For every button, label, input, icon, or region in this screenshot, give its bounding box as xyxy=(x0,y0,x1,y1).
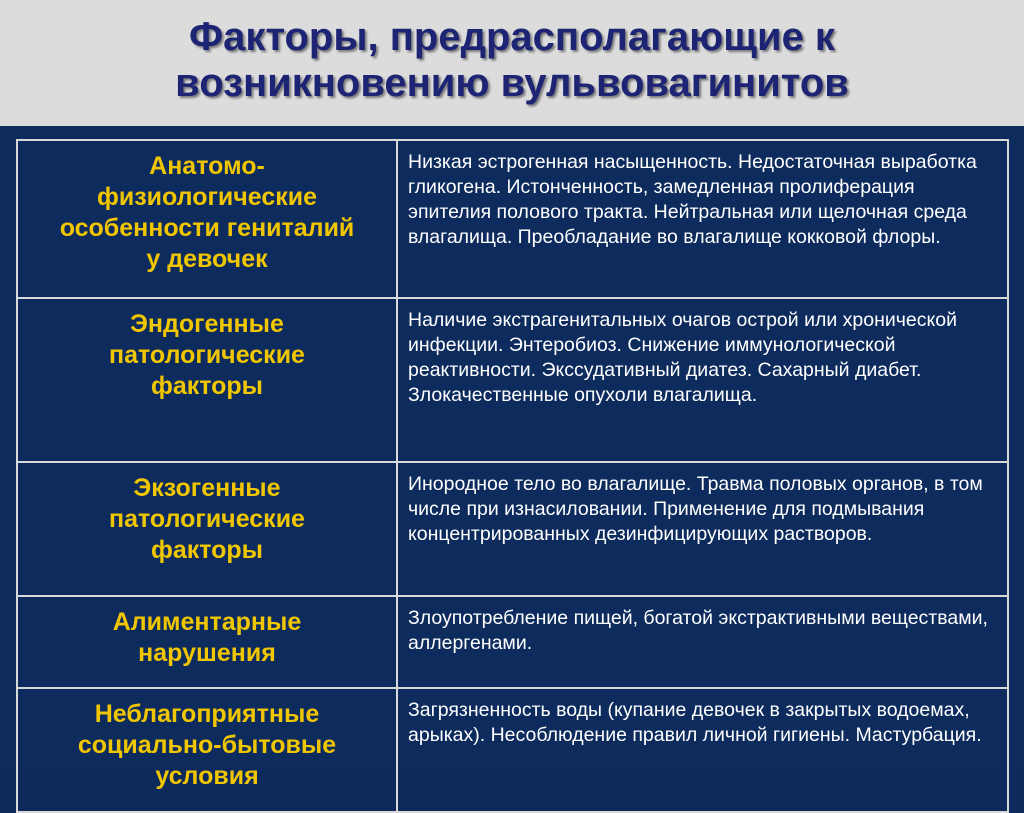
category-line: у девочек xyxy=(146,245,268,273)
category-line: физиологические xyxy=(96,183,318,211)
table-row xyxy=(17,596,1008,688)
category-cell xyxy=(17,140,397,298)
description-cell: Загрязненность воды (купание девочек в закрытых водоемах, арыках). Несоблюдение правил личной гигиены. Мастурбация. xyxy=(397,688,1008,812)
category-line: патологические xyxy=(109,341,305,369)
category-line: Анатомо- xyxy=(149,152,265,180)
table-row xyxy=(17,140,1008,298)
category-cell xyxy=(17,298,397,462)
table-row xyxy=(17,462,1008,596)
title-line-1: Факторы, предрасполагающие к xyxy=(189,15,835,59)
category-line: Экзогенные xyxy=(133,474,281,502)
category-line: патологические xyxy=(109,505,305,533)
table-row xyxy=(17,298,1008,462)
category-line: нарушения xyxy=(138,639,276,667)
category-line: факторы xyxy=(150,372,264,400)
category-line: условия xyxy=(155,762,259,790)
category-cell xyxy=(17,462,397,596)
category-line: социально-бытовые xyxy=(77,731,337,759)
description-cell: Инородное тело во влагалище. Травма половых органов, в том числе при изнасиловании. Применение для подмывания концентрированных дезинфицирующих растворов. xyxy=(397,462,1008,596)
category-line: особенности гениталий xyxy=(59,214,355,242)
description-cell: Злоупотребление пищей, богатой экстрактивными веществами, аллергенами. xyxy=(397,596,1008,688)
category-line: Эндогенные xyxy=(130,310,284,338)
description-cell: Низкая эстрогенная насыщенность. Недостаточная выработка гликогена. Истонченность, замедленная пролиферация эпителия полового тракта. Нейтральная или щелочная среда влагалища. Преобладание во влагалище кокковой флоры. xyxy=(397,140,1008,298)
table-row xyxy=(17,688,1008,812)
page-title xyxy=(0,14,1024,106)
category-cell xyxy=(17,688,397,812)
title-line-2: возникновению вульвовагинитов xyxy=(175,61,849,105)
category-cell xyxy=(17,596,397,688)
category-line: факторы xyxy=(150,536,264,564)
category-line: Алиментарные xyxy=(112,608,302,636)
category-line: Неблагоприятные xyxy=(94,700,320,728)
factors-table xyxy=(16,139,1009,813)
description-cell: Наличие экстрагенитальных очагов острой или хронической инфекции. Энтеробиоз. Снижение иммунологической реактивности. Экссудативный диатез. Сахарный диабет. Злокачественные опухоли влагалища. xyxy=(397,298,1008,462)
